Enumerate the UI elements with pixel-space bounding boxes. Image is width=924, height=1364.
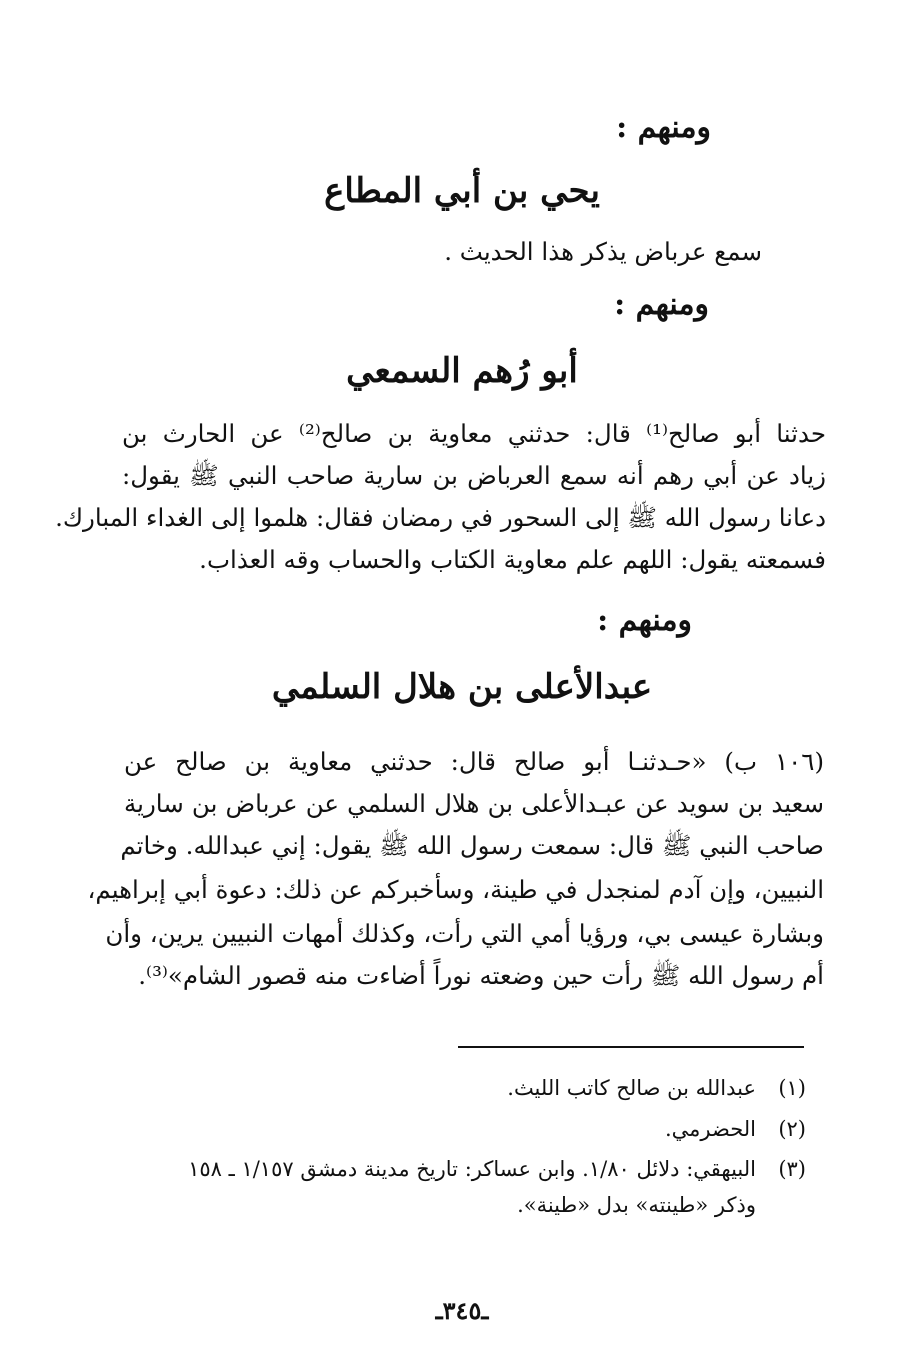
section-heading: ومنهم : [616,110,711,145]
footnote-continuation: وذكر «طينته» بدل «طينة». [517,1193,756,1217]
body-line: (١٠٦ ب) «حـدثنـا أبو صالح قال: حدثني معاوية بن صالح عن [124,747,824,776]
section-title: يحي بن أبي المطاع [324,171,600,211]
body-line: النبيين، وإن آدم لمنجدل في طينة، وسأخبركم عن ذلك: دعوة أبي إبراهيم، [87,875,824,904]
footnote-number: (٢) [778,1117,806,1141]
body-line: دعانا رسول الله ﷺ إلى السحور في رمضان فقال: هلموا إلى الغداء المبارك. [55,503,826,532]
footnote-number: (١) [778,1076,806,1100]
body-line: سعيد بن سويد عن عبـدالأعلى بن هلال السلمي عن عرباض بن سارية [124,789,824,818]
footnote-text: البيهقي: دلائل ١/٨٠. وابن عساكر: تاريخ مدينة دمشق ١/١٥٧ ـ ١٥٨ [188,1157,756,1181]
section-title: عبدالأعلى بن هلال السلمي [271,667,653,707]
footnote-separator [458,1046,804,1048]
body-line: أم رسول الله ﷺ رأت حين وضعته نوراً أضاءت منه قصور الشام»⁽³⁾. [138,961,824,990]
footnote-number: (٣) [778,1157,806,1181]
body-line: حدثنا أبو صالح⁽¹⁾ قال: حدثني معاوية بن صالح⁽²⁾ عن الحارث بن [122,419,826,448]
section-title: أبو رُهم السمعي [346,351,578,391]
footnote-text: عبدالله بن صالح كاتب الليث. [507,1076,756,1100]
section-heading: ومنهم : [614,287,709,322]
footnote-text: الحضرمي. [664,1117,756,1141]
footnote [665,1113,806,1145]
body-line: زياد عن أبي رهم أنه سمع العرباض بن سارية صاحب النبي ﷺ يقول: [122,461,826,490]
body-line: وبشارة عيسى بي، ورؤيا أمي التي رأت، وكذلك أمهات النبيين يرين، وأن [105,919,824,948]
body-line: فسمعته يقول: اللهم علم معاوية الكتاب والحساب وقه العذاب. [199,545,826,574]
footnote [188,1153,806,1185]
page-number: ـ٣٤٥ـ [435,1296,489,1325]
body-line: صاحب النبي ﷺ قال: سمعت رسول الله ﷺ يقول: إني عبدالله. وخاتم [120,831,824,860]
footnote [507,1072,806,1104]
body-line: سمع عرباض يذكر هذا الحديث . [444,237,762,266]
section-heading: ومنهم : [597,603,692,638]
